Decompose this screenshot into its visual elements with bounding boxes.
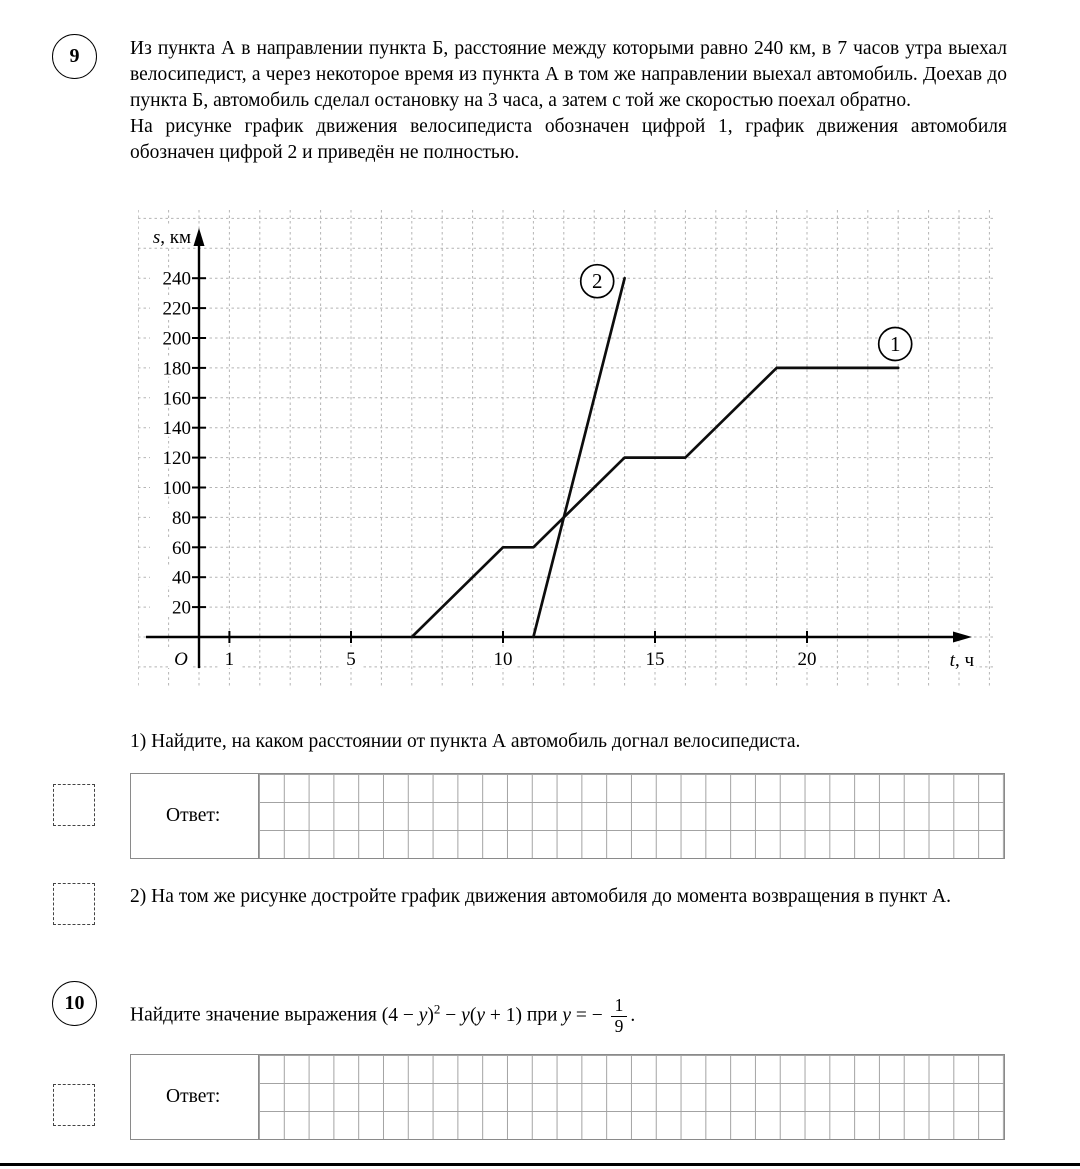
fraction-denominator: 9 [614, 1015, 624, 1036]
problem-9-paragraph-2: На рисунке график движения велосипедиста обозначен цифрой 1, график движения автомобиля обозначен цифрой 2 и приведён не полностью. [130, 116, 1007, 163]
answer-label-1 [131, 774, 259, 858]
series-badge-2 [581, 265, 614, 298]
substitution [562, 995, 636, 1036]
svg-text:1: 1 [224, 649, 235, 670]
chart-grid [138, 210, 996, 688]
expr-exponent: 2 [433, 1001, 441, 1017]
svg-text:200: 200 [162, 328, 191, 350]
problem-9-number: 9 [69, 45, 80, 67]
origin-label: O [174, 649, 188, 670]
fraction [611, 996, 628, 1036]
svg-text:1: 1 [889, 332, 901, 356]
svg-text:120: 120 [162, 448, 191, 470]
problem-9-number-badge [52, 34, 97, 79]
svg-text:20: 20 [172, 597, 191, 619]
svg-text:180: 180 [162, 358, 191, 380]
answer-label-1-text: Ответ: [166, 805, 221, 826]
problem-10-number: 10 [64, 992, 85, 1014]
chart-axes [146, 242, 958, 668]
answer-box-2 [130, 1054, 1005, 1140]
question-2-text: 2) На том же рисунке достройте график движения автомобиля до момента возвращения в пункт А. [130, 886, 951, 907]
problem-10-text [130, 996, 1007, 1036]
expr-variable: y [562, 1004, 572, 1026]
expr-variable: y [418, 1004, 428, 1026]
answer-grid-2[interactable] [259, 1055, 1004, 1139]
series-badge-1 [879, 328, 912, 361]
svg-text:100: 100 [162, 478, 191, 499]
problem-9-paragraph-1: Из пункта А в направлении пункта Б, расстояние между которыми равно 240 км, в 7 часов утра выехал велосипедист, а через некоторое время из пункта А в том же направлении выехал автомобиль. Доехав до пункта Б, автомобиль сделал остановку на 3 часа, а затем с той же скоростью поехал обратно. [130, 38, 1007, 111]
x-axis-title: t, ч [949, 650, 974, 671]
checkbox-answer-1[interactable] [53, 784, 95, 826]
svg-text:20: 20 [797, 649, 817, 670]
svg-text:160: 160 [162, 388, 191, 410]
svg-text:40: 40 [172, 567, 191, 589]
expr-token: ( [469, 1004, 477, 1026]
answer-label-2 [131, 1055, 259, 1139]
expr-token: + 1) [484, 1004, 522, 1026]
svg-text:5: 5 [346, 649, 356, 670]
problem-9-text [130, 36, 1007, 166]
svg-text:140: 140 [162, 418, 191, 440]
svg-text:80: 80 [172, 507, 191, 529]
svg-text:15: 15 [645, 649, 665, 670]
expression [381, 1001, 522, 1026]
axis-ticks [192, 278, 807, 643]
expr-token: − [440, 1004, 462, 1026]
checkbox-answer-10[interactable] [53, 1084, 95, 1126]
expr-variable: y [461, 1004, 470, 1026]
svg-text:10: 10 [493, 649, 513, 670]
svg-text:220: 220 [162, 298, 191, 320]
y-axis-title: s, км [152, 227, 191, 248]
label-pads [146, 226, 976, 669]
motion-graph [138, 206, 1000, 692]
svg-text:2: 2 [591, 269, 603, 294]
answer-label-2-text: Ответ: [166, 1086, 221, 1107]
expr-token: ) [427, 1004, 434, 1026]
expr-variable: y [476, 1004, 485, 1026]
problem-10-prefix: Найдите значение выражения [130, 1004, 377, 1026]
checkbox-question-2[interactable] [53, 883, 95, 925]
answer-grid-1[interactable] [259, 774, 1004, 858]
question-1-text: 1) Найдите, на каком расстоянии от пункта А автомобиль догнал велосипедиста. [130, 731, 801, 752]
expr-token: = − [571, 1004, 608, 1026]
problem-10-number-badge [52, 981, 97, 1026]
svg-text:60: 60 [172, 537, 191, 559]
expr-token: . [630, 1004, 636, 1026]
expr-token: (4 − [381, 1004, 419, 1026]
fraction-numerator: 1 [611, 996, 628, 1017]
svg-text:240: 240 [162, 268, 191, 290]
answer-box-1 [130, 773, 1005, 859]
problem-10-pri: при [526, 1004, 558, 1026]
page-bottom-rule [0, 1163, 1080, 1166]
